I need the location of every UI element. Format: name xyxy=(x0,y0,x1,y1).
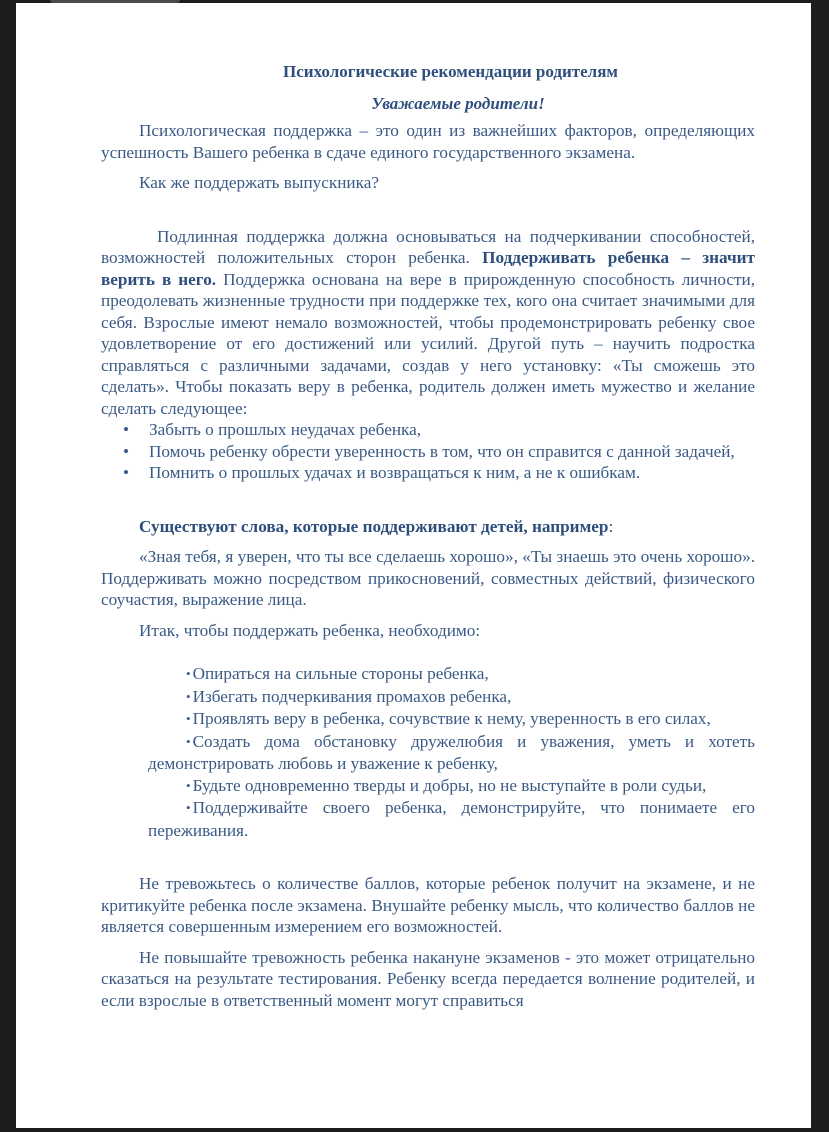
page-subtitle: Уважаемые родители! xyxy=(371,93,545,113)
support-bold-statement: Поддерживать ребенка – значит верить в него. xyxy=(101,248,755,289)
list-item: • Помнить о прошлых удачах и возвращаться к ним, а не к ошибкам. xyxy=(123,463,641,482)
bullet-icon: • xyxy=(186,666,191,681)
bullet-icon: • xyxy=(123,441,130,461)
list-item: • Проявлять веру в ребенка, сочувствие к нему, уверенность в его силах, xyxy=(186,709,711,728)
support-text-2: Поддержка основана на вере в прирожденную способность личности, преодолевать жизненные трудности при поддержке тех, кого она считает значимыми для себя. Взрослые имеют немало возможностей, чтобы продемонстрировать ребенку свое удовлетворение от его достижений или усилий. Другой путь – научить подростка справляться с различными задачами, создав у него установку: «Ты сможешь это сделать». Чтобы показать веру в ребенка, родитель должен иметь мужество и желание сделать следующее: xyxy=(101,269,755,418)
list-item: • Опираться на сильные стороны ребенка, xyxy=(186,664,489,683)
anxiety-paragraph: Не повышайте тревожность ребенка накануне экзаменов - это может отрицательно сказаться на результате тестирования. Ребенку всегда передается волнение родителей, и если взрослые в ответственный момент могут справиться xyxy=(101,947,755,1010)
bullet-icon: • xyxy=(186,777,191,793)
document-content xyxy=(101,61,755,1011)
necessary-list xyxy=(101,663,755,841)
bullet-icon: • xyxy=(186,733,191,749)
bullet-icon: • xyxy=(186,711,191,726)
list-item: • Помочь ребенку обрести уверенность в том, что он справится с данной задачей, xyxy=(123,441,735,461)
bullet-icon: • xyxy=(186,800,191,815)
words-paragraph: «Зная тебя, я уверен, что ты все сделаешь хорошо», «Ты знаешь это очень хорошо». Поддерживать можно посредством прикосновений, совместных действий, физического соучастия, выражение лица. xyxy=(101,547,755,609)
score-paragraph: Не тревожьтесь о количестве баллов, которые ребенок получит на экзамене, и не критикуйте ребенка после экзамена. Внушайте ребенку мысль, что количество баллов не является совершенным измерением его возможностей. xyxy=(101,874,755,936)
document-page[interactable] xyxy=(16,3,811,1128)
list-item: • Будьте одновременно тверды и добры, но не выступайте в роли судьи, xyxy=(186,775,707,795)
list-item: • Избегать подчеркивания промахов ребенка, xyxy=(186,686,512,706)
faith-list xyxy=(101,419,755,484)
question-paragraph: Как же поддержать выпускника? xyxy=(139,173,379,192)
list-item: • Поддерживайте своего ребенка, демонстрируйте, что понимаете его переживания. xyxy=(148,798,755,840)
intro-paragraph: Психологическая поддержка – это один из важнейших факторов, определяющих успешность Вашего ребенка в сдаче единого государственного экзамена. xyxy=(101,121,755,162)
page-title: Психологические рекомендации родителям xyxy=(283,62,618,81)
support-paragraph xyxy=(101,226,755,420)
bullet-icon: • xyxy=(186,688,191,704)
necessary-intro: Итак, чтобы поддержать ребенка, необходимо: xyxy=(139,620,481,640)
bullet-icon: • xyxy=(123,420,130,439)
words-heading: Существуют слова, которые поддерживают детей, например: xyxy=(139,516,614,536)
list-item: • Забыть о прошлых неудачах ребенка, xyxy=(123,420,422,439)
bullet-icon: • xyxy=(123,463,130,482)
support-text-1: Подлинная поддержка должна основываться на подчеркивании способностей, возможностей положительных сторон ребенка. xyxy=(101,226,755,267)
list-item: • Создать дома обстановку дружелюбия и уважения, уметь и хотеть демонстрировать любовь и уважение к ребенку, xyxy=(148,731,755,773)
